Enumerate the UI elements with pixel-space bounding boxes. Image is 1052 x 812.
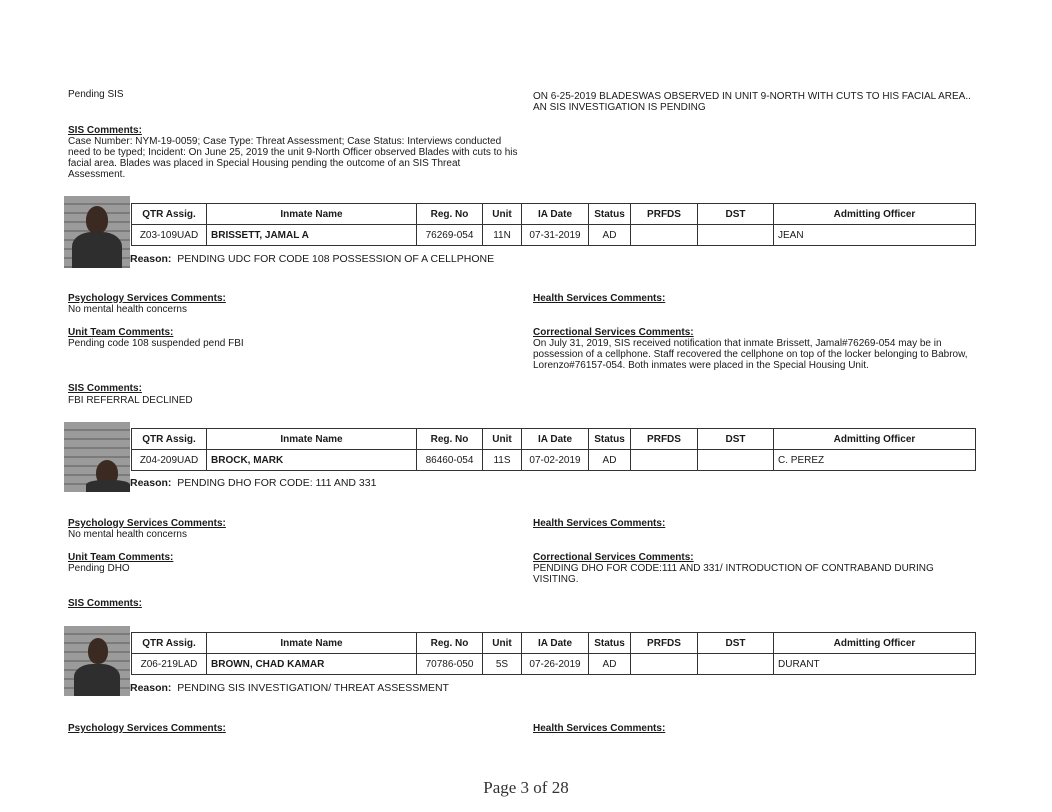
qtr-cell: Z06-219LAD — [132, 654, 207, 675]
reason-label: Reason: — [130, 253, 172, 265]
inmate-name-cell: BRISSETT, JAMAL A — [207, 225, 417, 246]
correctional-header: Correctional Services Comments: — [533, 552, 694, 563]
inmate-photo — [64, 626, 130, 696]
reg-no-cell: 76269-054 — [417, 225, 483, 246]
col-header: IA Date — [522, 429, 589, 450]
status-cell: AD — [589, 654, 631, 675]
col-header: Status — [589, 204, 631, 225]
status-text: Pending SIS — [68, 89, 124, 100]
psych-text: No mental health concerns — [68, 304, 187, 315]
reason-text: PENDING DHO FOR CODE: 111 AND 331 — [177, 477, 377, 489]
sis-header: SIS Comments: — [68, 598, 142, 609]
reason-label: Reason: — [130, 682, 172, 694]
health-header: Health Services Comments: — [533, 518, 666, 529]
sis-comment-line: need to be typed; Incident: On June 25, 2019 the unit 9-North Officer observed Blades with cuts to his — [68, 147, 518, 158]
col-header: Unit — [483, 429, 522, 450]
col-header: DST — [698, 204, 774, 225]
qtr-cell: Z04-209UAD — [132, 450, 207, 471]
ia-date-cell: 07-02-2019 — [522, 450, 589, 471]
col-header: Reg. No — [417, 204, 483, 225]
col-header: Admitting Officer — [774, 204, 976, 225]
col-header: PRFDS — [631, 204, 698, 225]
col-header: Admitting Officer — [774, 429, 976, 450]
correctional-line: possession of a cellphone. Staff recovered the cellphone on top of the locker belonging to Babrow, — [533, 349, 968, 360]
record-table — [131, 632, 976, 675]
unit-team-header: Unit Team Comments: — [68, 552, 174, 563]
psych-header: Psychology Services Comments: — [68, 293, 226, 304]
psych-header: Psychology Services Comments: — [68, 723, 226, 734]
sis-text: FBI REFERRAL DECLINED — [68, 395, 193, 406]
correctional-header: Correctional Services Comments: — [533, 327, 694, 338]
unit-cell: 5S — [483, 654, 522, 675]
col-header: Unit — [483, 633, 522, 654]
prfds-cell — [631, 225, 698, 246]
reg-no-cell: 86460-054 — [417, 450, 483, 471]
col-header: Reg. No — [417, 633, 483, 654]
correctional-line: PENDING DHO FOR CODE:111 AND 331/ INTRODUCTION OF CONTRABAND DURING — [533, 563, 934, 574]
sis-header: SIS Comments: — [68, 383, 142, 394]
ia-date-cell: 07-31-2019 — [522, 225, 589, 246]
prfds-cell — [631, 450, 698, 471]
unit-team-header: Unit Team Comments: — [68, 327, 174, 338]
col-header: DST — [698, 429, 774, 450]
reason-text: PENDING UDC FOR CODE 108 POSSESSION OF A CELLPHONE — [177, 253, 495, 265]
reason-text: PENDING SIS INVESTIGATION/ THREAT ASSESSMENT — [177, 682, 449, 694]
col-header: Inmate Name — [207, 204, 417, 225]
dst-cell — [698, 225, 774, 246]
dst-cell — [698, 450, 774, 471]
col-header: QTR Assig. — [132, 429, 207, 450]
reason-label: Reason: — [130, 477, 172, 489]
col-header: Admitting Officer — [774, 633, 976, 654]
status-cell: AD — [589, 225, 631, 246]
col-header: PRFDS — [631, 429, 698, 450]
col-header: IA Date — [522, 204, 589, 225]
inmate-photo — [64, 196, 130, 268]
incident-line-2: AN SIS INVESTIGATION IS PENDING — [533, 102, 706, 113]
health-header: Health Services Comments: — [533, 293, 666, 304]
col-header: Reg. No — [417, 429, 483, 450]
reason-line — [130, 253, 494, 265]
officer-cell: DURANT — [774, 654, 976, 675]
reg-no-cell: 70786-050 — [417, 654, 483, 675]
prfds-cell — [631, 654, 698, 675]
col-header: Inmate Name — [207, 429, 417, 450]
unit-cell: 11S — [483, 450, 522, 471]
page-number: Page 3 of 28 — [483, 778, 569, 797]
incident-line-1: ON 6-25-2019 BLADESWAS OBSERVED IN UNIT 9-NORTH WITH CUTS TO HIS FACIAL AREA.. — [533, 91, 971, 102]
correctional-line: Lorenzo#76157-054. Both inmates were placed in the Special Housing Unit. — [533, 360, 869, 371]
reason-line — [130, 477, 376, 489]
col-header: DST — [698, 633, 774, 654]
sis-comments-header: SIS Comments: — [68, 125, 142, 136]
inmate-photo — [64, 422, 130, 492]
sis-comment-line: Case Number: NYM-19-0059; Case Type: Threat Assessment; Case Status: Interviews conducted — [68, 136, 502, 147]
inmate-name-cell: BROCK, MARK — [207, 450, 417, 471]
officer-cell: C. PEREZ — [774, 450, 976, 471]
reason-line — [130, 682, 449, 694]
correctional-line: On July 31, 2019, SIS received notification that inmate Brissett, Jamal#76269-054 may be in — [533, 338, 942, 349]
col-header: QTR Assig. — [132, 204, 207, 225]
col-header: Inmate Name — [207, 633, 417, 654]
qtr-cell: Z03-109UAD — [132, 225, 207, 246]
unit-team-text: Pending DHO — [68, 563, 130, 574]
sis-comment-line: Assessment. — [68, 169, 126, 180]
correctional-line: VISITING. — [533, 574, 579, 585]
health-header: Health Services Comments: — [533, 723, 666, 734]
col-header: Status — [589, 429, 631, 450]
col-header: Status — [589, 633, 631, 654]
col-header: IA Date — [522, 633, 589, 654]
inmate-name-cell: BROWN, CHAD KAMAR — [207, 654, 417, 675]
sis-comment-line: facial area. Blades was placed in Special Housing pending the outcome of an SIS Threat — [68, 158, 461, 169]
col-header: QTR Assig. — [132, 633, 207, 654]
unit-cell: 11N — [483, 225, 522, 246]
psych-header: Psychology Services Comments: — [68, 518, 226, 529]
record-table — [131, 203, 976, 246]
officer-cell: JEAN — [774, 225, 976, 246]
col-header: Unit — [483, 204, 522, 225]
dst-cell — [698, 654, 774, 675]
psych-text: No mental health concerns — [68, 529, 187, 540]
col-header: PRFDS — [631, 633, 698, 654]
record-table — [131, 428, 976, 471]
unit-team-text: Pending code 108 suspended pend FBI — [68, 338, 244, 349]
status-cell: AD — [589, 450, 631, 471]
ia-date-cell: 07-26-2019 — [522, 654, 589, 675]
